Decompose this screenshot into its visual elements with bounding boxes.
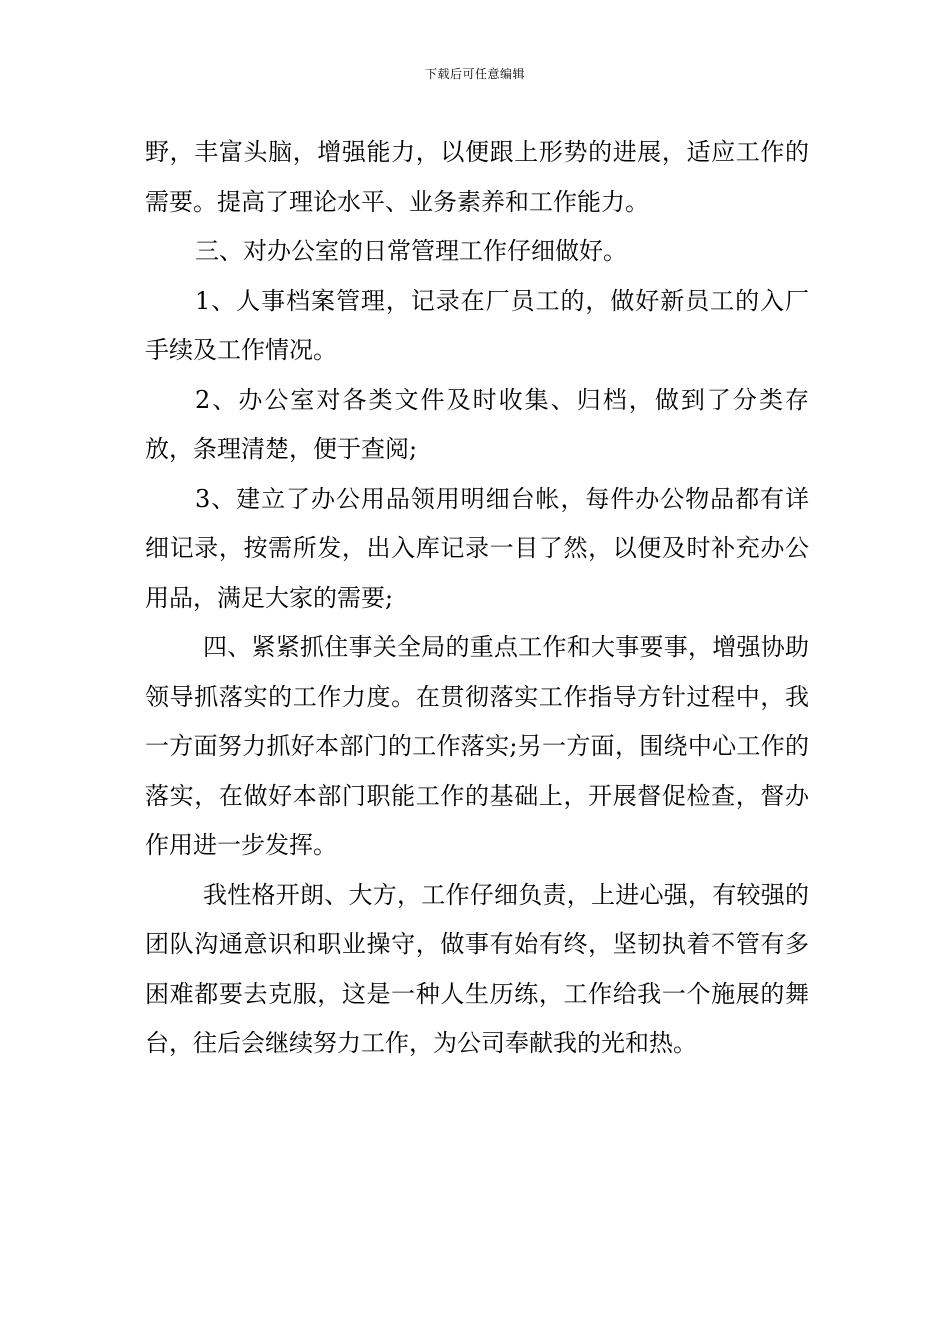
paragraph-continuation: 野，丰富头脑，增强能力，以便跟上形势的进展，适应工作的需要。提高了理论水平、业务素养和工作能力。 — [145, 138, 809, 216]
list-item-1: 1、人事档案管理，记录在厂员工的，做好新员工的入厂手续及工作情况。 — [145, 286, 809, 364]
closing-paragraph: 我性格开朗、大方，工作仔细负责，上进心强，有较强的团队沟通意识和职业操守，做事有始有终，坚韧执着不管有多困难都要去克服，这是一种人生历练，工作给我一个施展的舞台，往后会继续努力工作，为公司奉献我的光和热。 — [145, 880, 809, 1057]
section-heading-3: 三、对办公室的日常管理工作仔细做好。 — [195, 237, 627, 265]
document-body — [145, 128, 809, 1069]
list-item-2: 2、办公室对各类文件及时收集、归档，做到了分类存放，条理清楚，便于查阅; — [145, 385, 809, 463]
page-header: 下载后可任意编辑 — [424, 67, 525, 81]
section-paragraph-4: 四、紧紧抓住事关全局的重点工作和大事要事，增强协助领导抓落实的工作力度。在贯彻落实工作指导方针过程中，我一方面努力抓好本部门的工作落实;另一方面，围绕中心工作的落实，在做好本部门职能工作的基础上，开展督促检查，督办作用进一步发挥。 — [145, 633, 809, 859]
list-item-3: 3、建立了办公用品领用明细台帐，每件办公物品都有详细记录，按需所发，出入库记录一目了然，以便及时补充办公用品，满足大家的需要; — [145, 484, 809, 612]
